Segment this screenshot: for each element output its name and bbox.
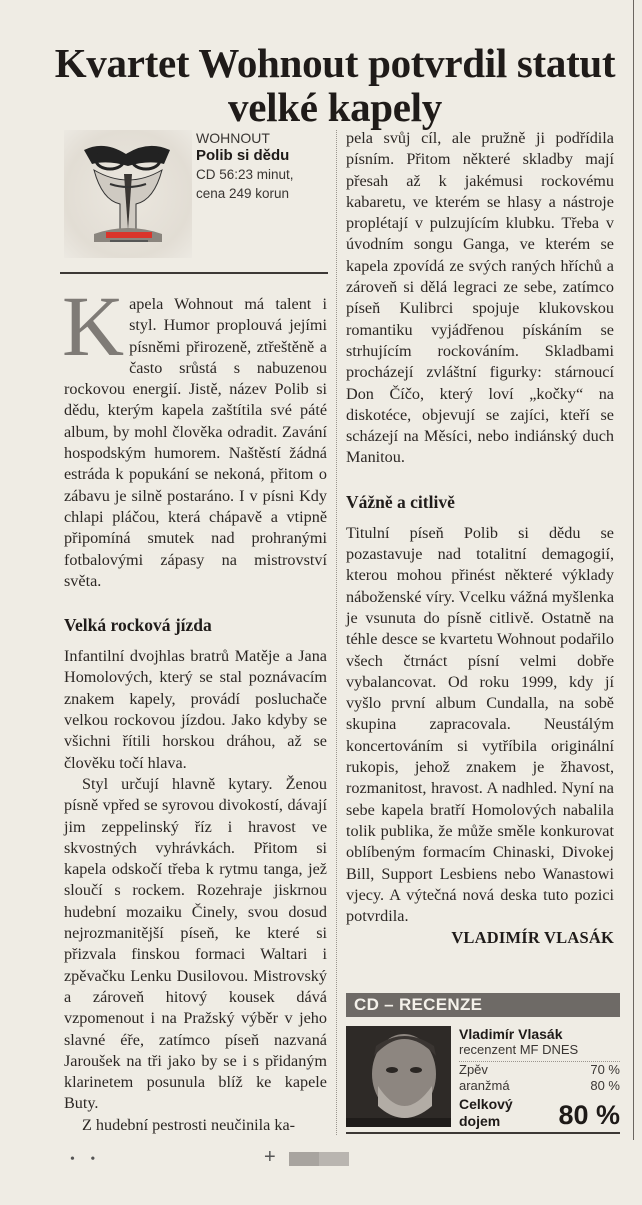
cd-info [64, 130, 327, 260]
score-row-vocals [459, 1062, 620, 1078]
album-cover-illustration-icon [64, 130, 192, 258]
overall-rating [459, 1096, 620, 1130]
reviewer-photo [346, 1026, 451, 1127]
paragraph: Titulní píseň Polib si dědu se pozastavuje nad totalitní demagogií, kterou mohou přinést některé výklady náboženské víry. Vcelku vážná myšlenka je vsunuta do písně citlivě. Ostatně na téhle desce se kvartetu Wohnout podařilo všech čtrnáct písní velmi dobře vybalancovat. Od roku 1999, kdy jí vyšlo první album Cundalla, na sobě skupina zapracovala. Neustálým koncertováním si vytříbila originální rukopis, jehož znakem je žhavost, rozmanitost, hravost. A nadhled. Nyní na sebe kapela bratří Homolových nabalila tolik publika, že může směle konkurovat oblíbeným formacím Chinaski, Divokej Bill, Support Lesbiens nebo Wanastowi vjecy. A výtečná nová deska tuto pozici potvrdila. [346, 523, 614, 926]
section-heading-rock-ride: Velká rocková jízda [64, 615, 212, 636]
score-value: 70 % [590, 1062, 620, 1077]
right-column [346, 128, 614, 949]
paragraph: Z hudební pestrosti neučinila ka- [82, 1115, 296, 1134]
score-value: 80 % [590, 1078, 620, 1093]
review-details [451, 1026, 620, 1130]
left-column [64, 130, 327, 1136]
cd-price: cena 249 korun [196, 186, 290, 201]
cd-duration: CD 56:23 minut, [196, 167, 294, 182]
intro-paragraph [62, 278, 327, 592]
intro-text: apela Wohnout má talent i styl. Humor proplouvá jejími písněmi přirozeně, ztřeštěně a často srůstá s nabuzenou rockovou energií. Jistě, název Polib si dědu, kterým kapela zaštítila své páté album, by mohl člověka odradit. Zavání hospodským humorem. Naštěstí žádná estráda k popukání se nekoná, přitom o zábavu je silně postaráno. I v písni Kdy chlapi pláčou, která chápavě a vtipně připomíná smutek nad prohranými fotbalovými zápasy na mistrovství světa. [64, 295, 327, 590]
section-heading-serious: Vážně a citlivě [346, 491, 455, 512]
score-row-arrangement [459, 1078, 620, 1094]
review-band-label: CD – RECENZE [346, 993, 620, 1017]
dots-mark: • • [70, 1152, 102, 1167]
print-marks [64, 1146, 364, 1170]
column-rule [336, 130, 337, 1135]
headline: Kvartet Wohnout potvrdil statut velké kapely [54, 40, 616, 131]
cd-artist: WOHNOUT [196, 130, 270, 146]
page-edge-rule [633, 0, 634, 1140]
divider [60, 272, 328, 274]
review-body [346, 1026, 620, 1130]
overall-label: Celkový dojem [459, 1096, 513, 1129]
score-label: aranžmá [459, 1078, 510, 1093]
score-label: Zpěv [459, 1062, 488, 1077]
album-cover [64, 130, 192, 258]
overall-value: 80 % [558, 1100, 620, 1130]
paragraph-continuation: pela svůj cíl, ale pružně ji podřídila písním. Přitom některé skladby mají přesah až k jakémusi rockovému kabaretu, ve kterém se hlasy a nástroje proplétají v pulzujícím klubku. Třeba v úvodním songu Ganga, ve kterém se kapela zpovídá ze svých raných hříchů a zároveň si dělá legraci ze sebe, zatímco píseň Kulibrci spojuje klukovskou romantiku vyjádřenou pískáním se strhujícím rockováním. Skladbami procházejí zvláštní figurky: stárnoucí Don Číčo, který loví „kočky“ na diskotéce, objevují se zajíci, kteří se scházejí na Měsíci, nebo indiánský duch Manitou. [346, 129, 614, 467]
author-byline: VLADIMÍR VLASÁK [451, 928, 614, 948]
reviewer-role: recenzent MF DNES [459, 1042, 620, 1062]
color-bar-mark [289, 1152, 349, 1166]
paragraph: Infantilní dvojhlas bratrů Matěje a Jana Homolových, který se stal poznávacím znakem kapely, provádí posluchače velkou rockovou jízdou. Jako kdyby se všichni řítili horskou dráhou, až se člověku točí hlava. [64, 647, 327, 772]
review-box-rule [346, 1132, 620, 1134]
paragraph: Styl určují hlavně kytary. Ženou písně vpřed se syrovou divokostí, dávají jim zeppelinský říz i hravost ve skvostných vyhrávkách. Přitom si kapela odskočí třeba k rytmu tanga, jež sloučí s rockem. Rozehraje jiskrnou hudební mozaiku Činely, svou dosud nejrozmanitější píseň, ke které si přizvala finskou formaci Waltari i zpěvačku Lenku Dusilovou. Mistrovský a zároveň hitový kousek dává vzpomenout i na Pražský výběr v jeho slavné éře, zatímco píseň nazvaná Jaroušek na tři jako by se i s přidaným klarinetem posunula blíž ke kapele Buty. [64, 774, 327, 1113]
cd-album-title: Polib si dědu [196, 147, 290, 164]
cd-details [192, 130, 294, 260]
reviewer-name: Vladimír Vlasák [459, 1026, 563, 1042]
crosshair-icon: + [264, 1146, 276, 1168]
drop-cap: K [62, 278, 125, 374]
reviewer-portrait-icon [346, 1026, 451, 1127]
cd-review-box [346, 993, 620, 1134]
